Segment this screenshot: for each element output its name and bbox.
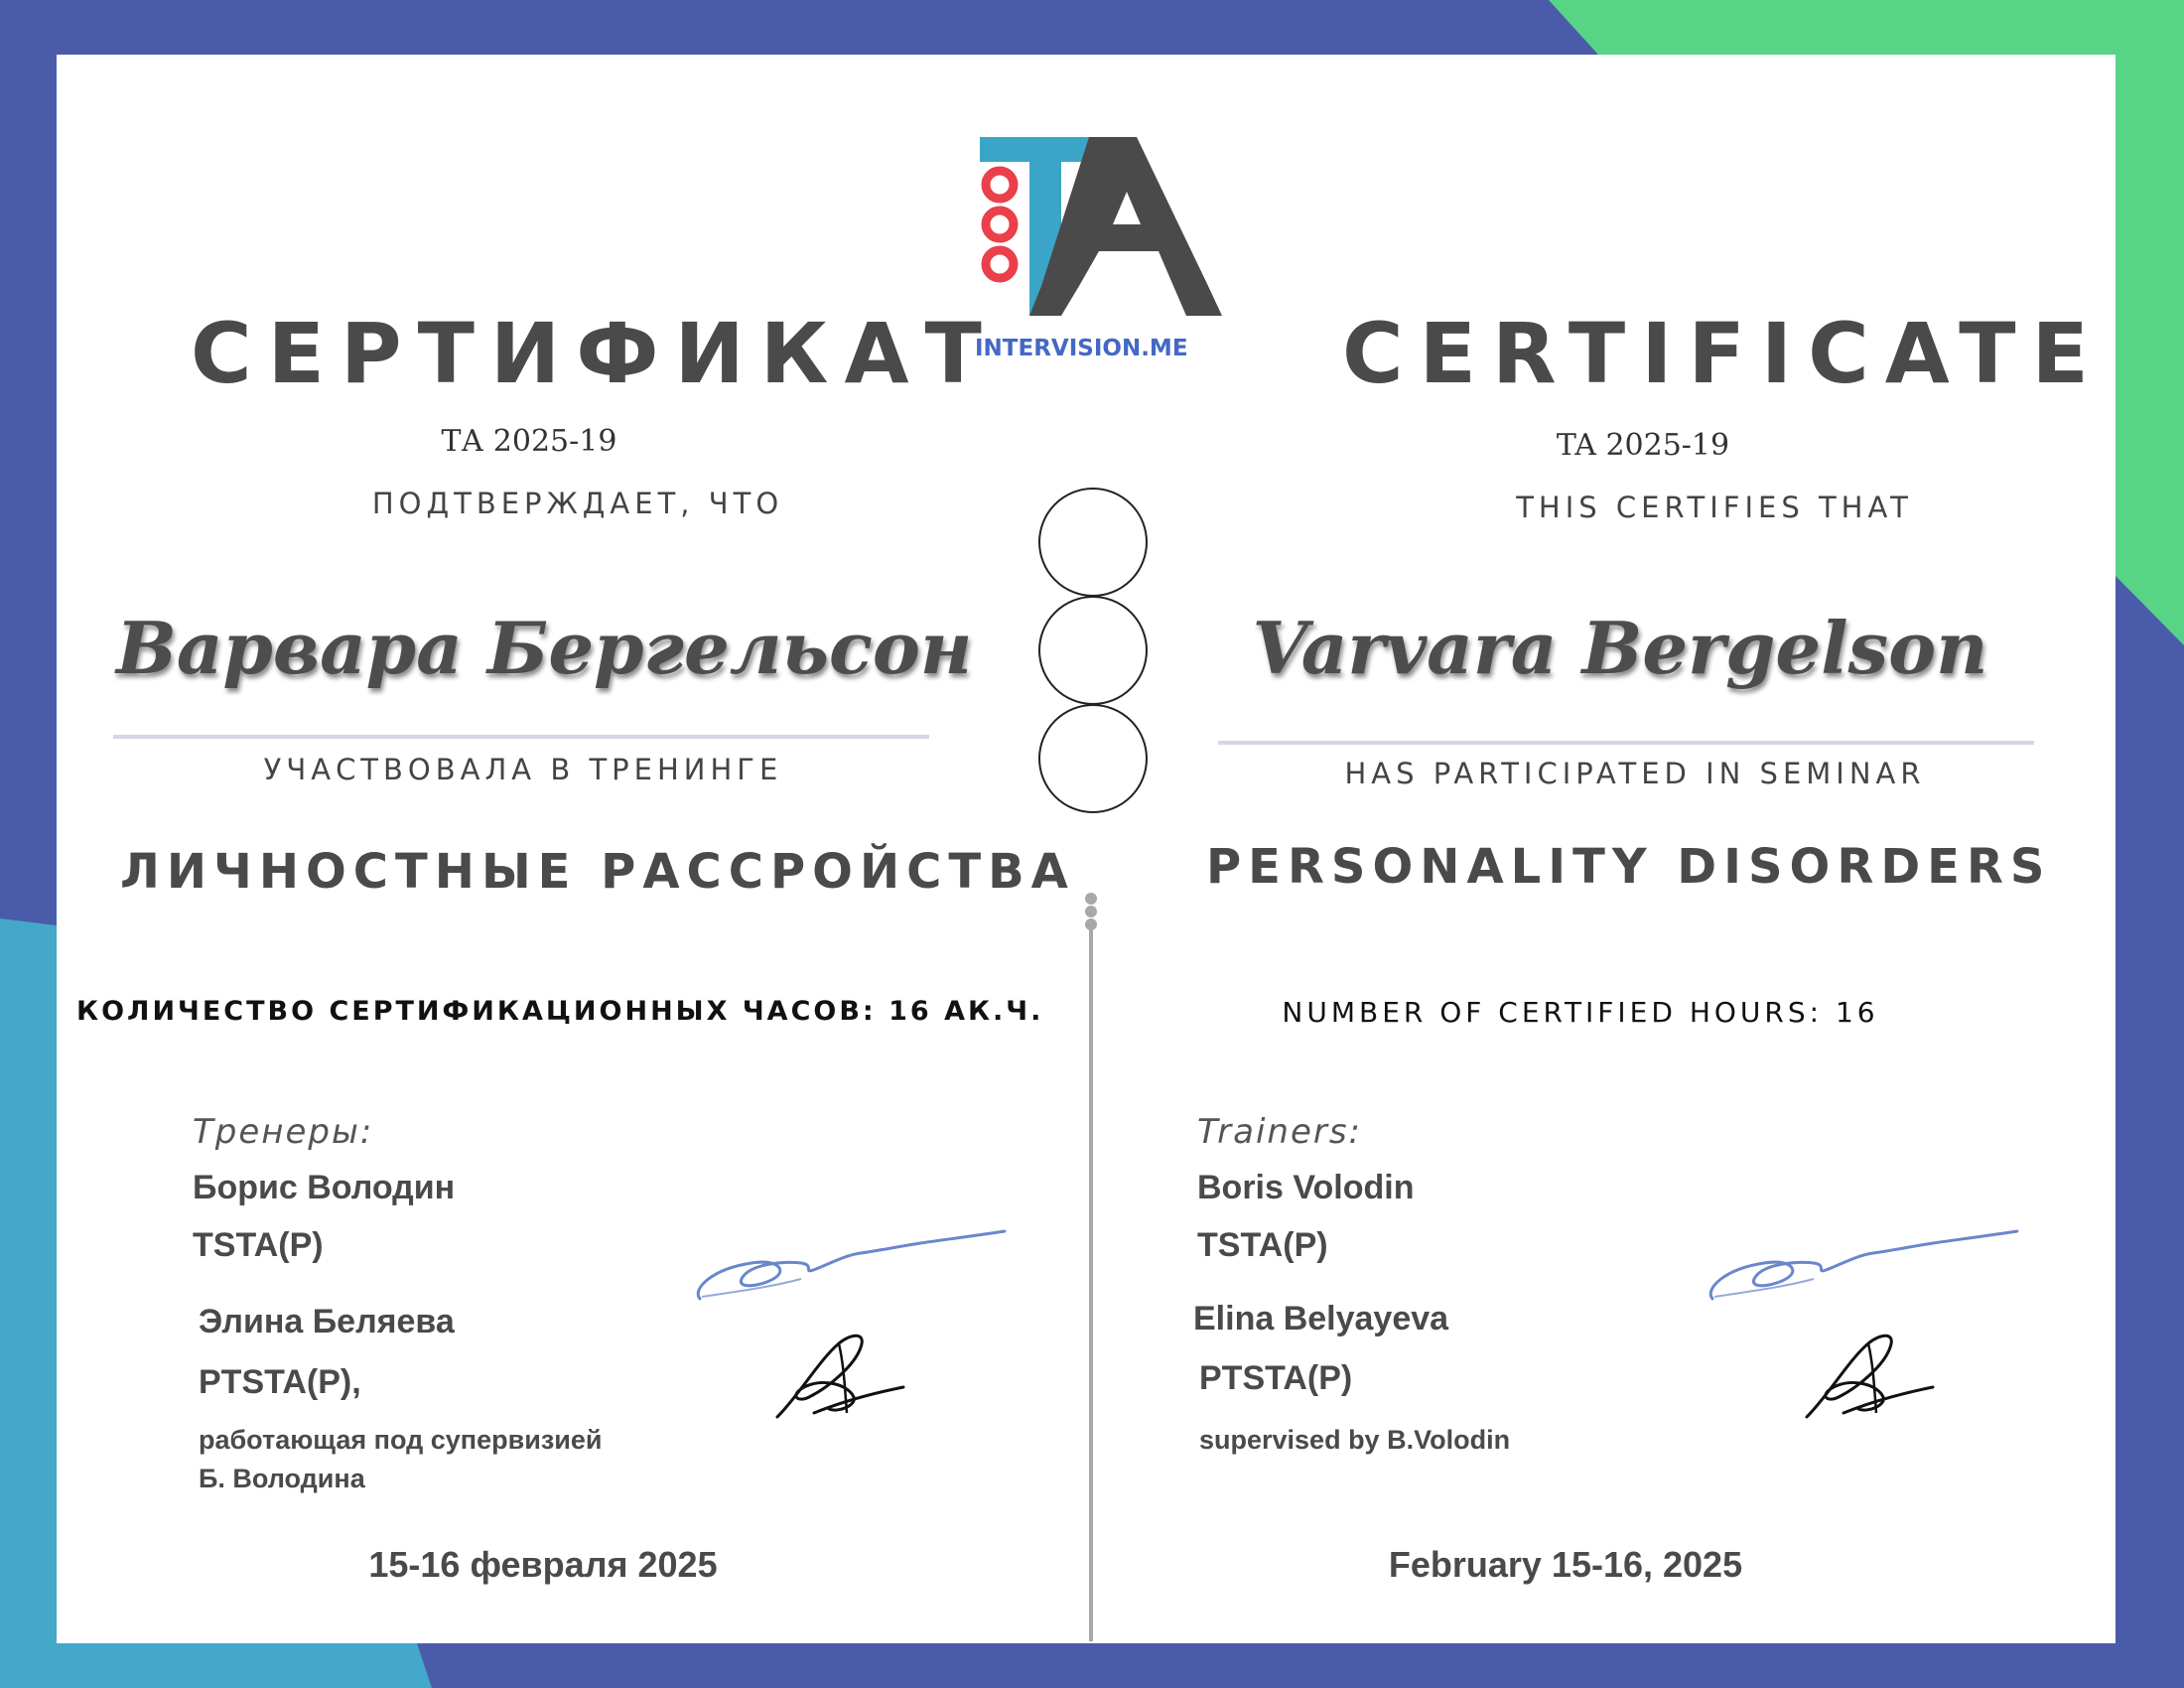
trainer2-title-ru: PTSTA(P),: [199, 1363, 361, 1401]
logo-wordmark: INTERVISION.ME: [975, 336, 1188, 361]
trainer2-name-en: Elina Belyayeva: [1193, 1300, 1449, 1337]
trainer2-name-ru: Элина Беляева: [199, 1303, 455, 1340]
trainer1-name-ru: Борис Володин: [193, 1169, 456, 1206]
trainer1-title-ru: TSTA(P): [193, 1226, 324, 1264]
participated-en: HAS PARTICIPATED IN SEMINAR: [1344, 757, 1926, 790]
serial-en: TA 2025-19: [1556, 428, 1730, 463]
title-en: CERTIFICATE: [1342, 305, 2105, 402]
divider-dot-1: [1085, 893, 1097, 905]
trainer2-note-en: supervised by B.Volodin: [1199, 1425, 1511, 1455]
serial-ru: ТА 2025-19: [441, 424, 617, 459]
course-ru: ЛИЧНОСТНЫЕ РАССРОЙСТВА: [120, 844, 1075, 900]
recipient-en: Varvara Bergelson: [1252, 606, 1988, 690]
name-underline-en: [1218, 741, 2034, 745]
trainer2-title-en: PTSTA(P): [1199, 1359, 1353, 1397]
trainer1-name-en: Boris Volodin: [1197, 1169, 1415, 1206]
title-ru: СЕРТИФИКАТ: [191, 305, 998, 402]
course-en: PERSONALITY DISORDERS: [1206, 839, 2052, 895]
ring-top: [1038, 488, 1148, 597]
ring-bottom: [1038, 704, 1148, 813]
hours-en: NUMBER OF CERTIFIED HOURS: 16: [1282, 996, 1879, 1029]
signature-volodin-en-icon: [1695, 1152, 2022, 1301]
trainer1-title-en: TSTA(P): [1197, 1226, 1328, 1264]
trainers-label-ru: Тренеры:: [193, 1112, 374, 1152]
trainer2-note-ru-line1: работающая под супервизией: [199, 1425, 603, 1455]
ring-middle: [1038, 596, 1148, 705]
participated-ru: УЧАСТВОВАЛА В ТРЕНИНГЕ: [263, 753, 783, 786]
name-underline-ru: [113, 735, 929, 739]
confirms-en: THIS CERTIFIES THAT: [1516, 491, 1913, 524]
ta-logo: [975, 137, 1268, 370]
certificate-card: [57, 55, 2116, 1643]
date-en: February 15-16, 2025: [1388, 1544, 1743, 1585]
recipient-ru: Варвара Бергельсон: [116, 606, 973, 690]
signature-belyayeva-en-icon: [1799, 1326, 1938, 1420]
center-divider: [1089, 926, 1093, 1641]
confirms-ru: ПОДТВЕРЖДАЕТ, ЧТО: [371, 487, 784, 520]
signature-belyayeva-icon: [769, 1326, 908, 1420]
signature-volodin-icon: [682, 1152, 1010, 1301]
date-ru: 15-16 февраля 2025: [368, 1544, 718, 1585]
trainer2-note-ru-line2: Б. Володина: [199, 1464, 365, 1493]
trainers-label-en: Trainers:: [1197, 1112, 1363, 1152]
divider-dot-2: [1085, 906, 1097, 917]
hours-ru: КОЛИЧЕСТВО СЕРТИФИКАЦИОННЫХ ЧАСОВ: 16 АК.Ч.: [76, 996, 1044, 1027]
